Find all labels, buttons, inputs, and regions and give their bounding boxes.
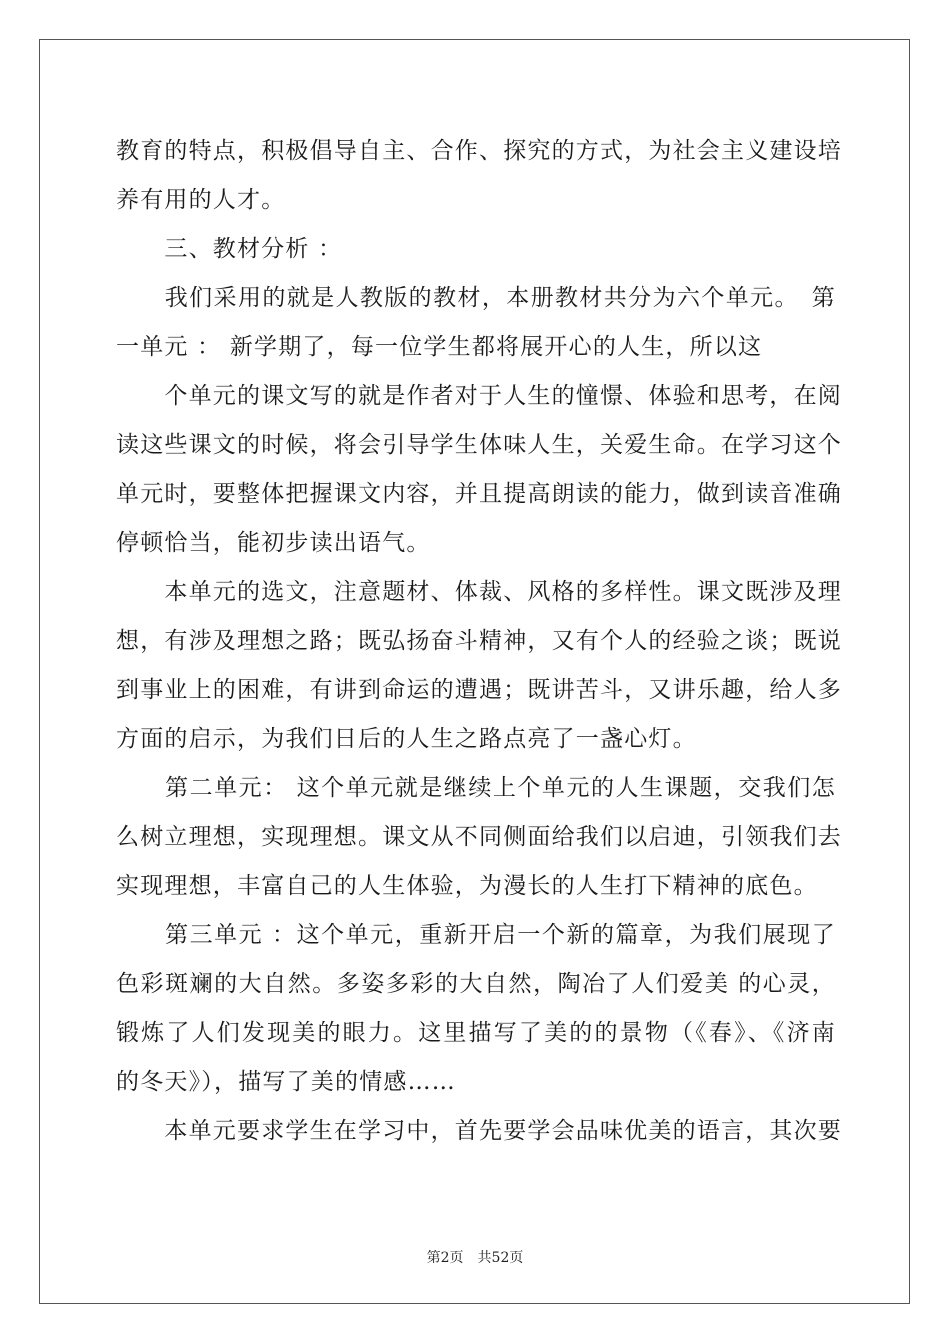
text-line: 么树立理想，实现理想。课文从不同侧面给我们以启迪，引领我们去 bbox=[116, 824, 842, 850]
text-line: 个单元的课文写的就是作者对于人生的憧憬、体验和思考，在阅 bbox=[116, 383, 842, 409]
text-line: 方面的启示，为我们日后的人生之路点亮了一盏心灯。 bbox=[116, 726, 697, 752]
text-line: 一单元 ： 新学期了，每一位学生都将展开心的人生，所以这 bbox=[116, 334, 763, 360]
text-line: 读这些课文的时候，将会引导学生体味人生，关爱生命。在学习这个 bbox=[116, 432, 842, 458]
text-line: 第二单元： 这个单元就是继续上个单元的人生课题，交我们怎 bbox=[116, 775, 836, 801]
text-line: 本单元要求学生在学习中，首先要学会品味优美的语言，其次要 bbox=[116, 1118, 842, 1144]
text-line: 想，有涉及理想之路；既弘扬奋斗精神，又有个人的经验之谈；既说 bbox=[116, 628, 842, 654]
text-line: 养有用的人才。 bbox=[116, 187, 286, 213]
text-line: 我们采用的就是人教版的教材，本册教材共分为六个单元。 第 bbox=[116, 285, 836, 311]
document-body bbox=[116, 127, 842, 1156]
page-number-footer: 第2页 共52页 bbox=[426, 1250, 524, 1266]
text-line: 锻炼了人们发现美的眼力。这里描写了美的的景物（《春》、《济南 bbox=[116, 1020, 836, 1046]
section-heading: 三、教材分析 ： bbox=[116, 236, 343, 262]
text-line: 单元时，要整体把握课文内容，并且提高朗读的能力，做到读音准确 bbox=[116, 481, 842, 507]
text-line: 色彩斑斓的大自然。多姿多彩的大自然，陶冶了人们爱美 的心灵， bbox=[116, 971, 836, 997]
text-line: 实现理想，丰富自己的人生体验，为漫长的人生打下精神的底色。 bbox=[116, 873, 818, 899]
text-line: 教育的特点，积极倡导自主、合作、探究的方式，为社会主义建设培 bbox=[116, 138, 842, 164]
text-line: 到事业上的困难，有讲到命运的遭遇；既讲苦斗，又讲乐趣，给人多 bbox=[116, 677, 842, 703]
text-line: 第三单元 ：这个单元，重新开启一个新的篇章，为我们展现了 bbox=[116, 922, 836, 948]
text-line: 本单元的选文，注意题材、体裁、风格的多样性。课文既涉及理 bbox=[116, 579, 842, 605]
text-line: 停顿恰当，能初步读出语气。 bbox=[116, 530, 431, 556]
text-line: 的冬天》），描写了美的情感…… bbox=[116, 1069, 456, 1095]
